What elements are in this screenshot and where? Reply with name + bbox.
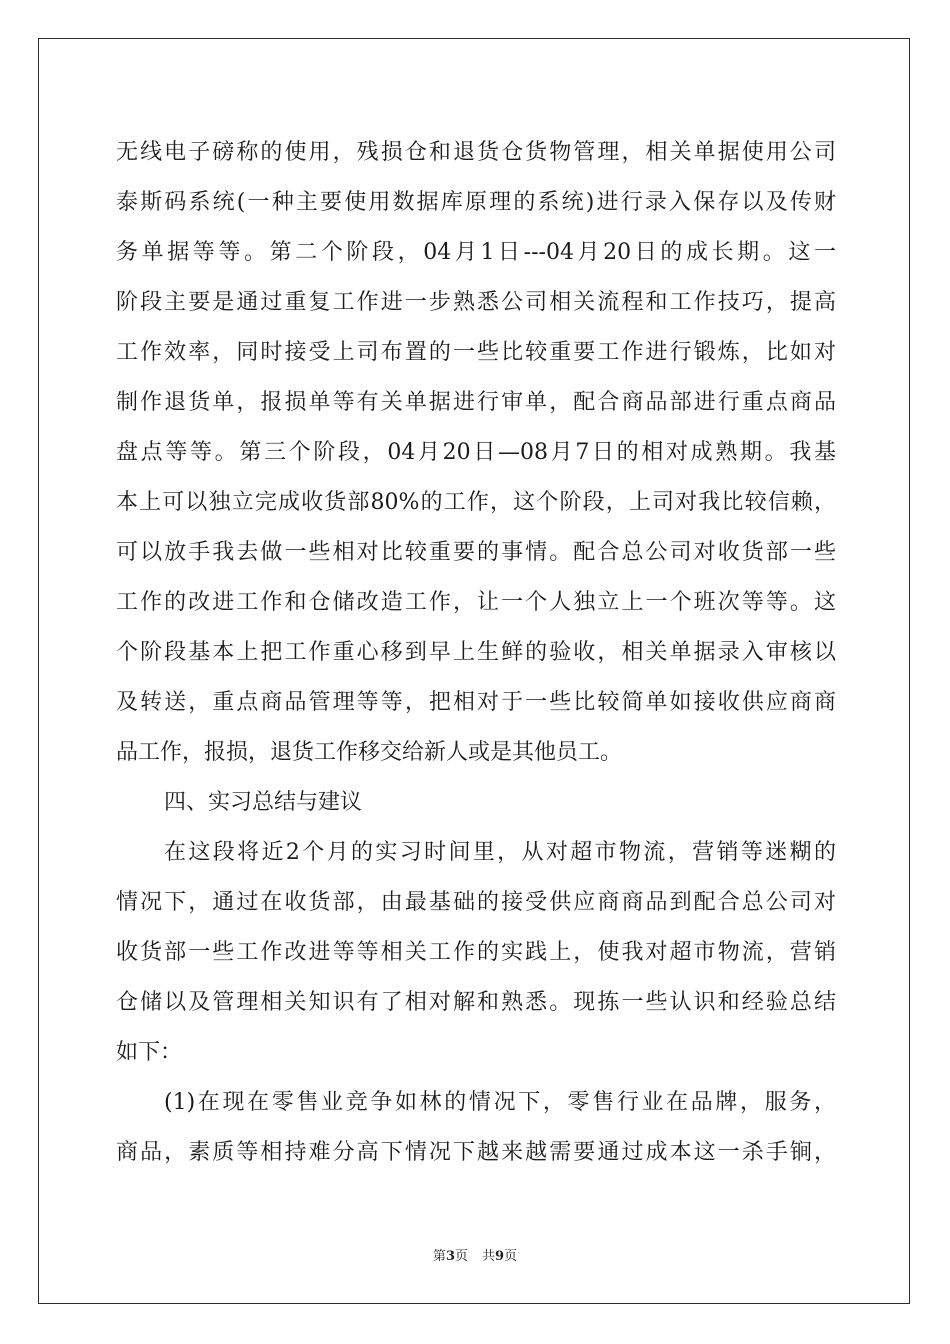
- text-line: 商品，素质等相持难分高下情况下越来越需要通过成本这一杀手锏，: [116, 1140, 836, 1165]
- text-line: 四、实习总结与建议: [164, 790, 363, 815]
- page-footer: [0, 1245, 950, 1264]
- text-line: 在这段将近2个月的实习时间里，从对超市物流，营销等迷糊的: [164, 840, 836, 865]
- total-prefix: 共: [482, 1249, 496, 1264]
- text-line: 制作退货单，报损单等有关单据进行审单，配合商品部进行重点商品: [116, 390, 836, 415]
- text-line: 泰斯码系统(一种主要使用数据库原理的系统)进行录入保存以及传财: [116, 190, 836, 215]
- text-line: 仓储以及管理相关知识有了相对解和熟悉。现拣一些认识和经验总结: [116, 990, 836, 1015]
- total-suffix: 页: [504, 1249, 518, 1264]
- text-line: 务单据等等。第二个阶段，04月1日---04月20日的成长期。这一: [116, 240, 836, 265]
- text-line: 个阶段基本上把工作重心移到早上生鲜的验收，相关单据录入审核以: [116, 640, 836, 665]
- page-suffix: 页: [454, 1249, 468, 1264]
- total-pages: 9: [495, 1249, 505, 1264]
- text-line: 如下：: [116, 1040, 183, 1065]
- text-line: 情况下，通过在收货部，由最基础的接受供应商商品到配合总公司对: [116, 890, 836, 915]
- text-line: 可以放手我去做一些相对比较重要的事情。配合总公司对收货部一些: [116, 540, 836, 565]
- text-line: 阶段主要是通过重复工作进一步熟悉公司相关流程和工作技巧，提高: [116, 290, 836, 315]
- page-number: 3: [445, 1249, 455, 1264]
- text-line: 工作的改进工作和仓储改造工作，让一个人独立上一个班次等等。这: [116, 590, 836, 615]
- text-line: 本上可以独立完成收货部80%的工作，这个阶段，上司对我比较信赖，: [116, 490, 836, 515]
- text-line: (1)在现在零售业竞争如林的情况下，零售行业在品牌，服务，: [164, 1090, 836, 1115]
- page-prefix: 第: [432, 1249, 446, 1264]
- text-line: 无线电子磅称的使用，残损仓和退货仓货物管理，相关单据使用公司: [116, 140, 836, 165]
- text-line: 品工作，报损，退货工作移交给新人或是其他员工。: [116, 740, 623, 765]
- document-body: [116, 128, 836, 1178]
- text-line: 及转送，重点商品管理等等，把相对于一些比较简单如接收供应商商: [116, 690, 836, 715]
- text-line: 工作效率，同时接受上司布置的一些比较重要工作进行锻炼，比如对: [116, 340, 836, 365]
- text-line: 收货部一些工作改进等等相关工作的实践上，使我对超市物流，营销: [116, 940, 836, 965]
- text-line: 盘点等等。第三个阶段，04月20日—08月7日的相对成熟期。我基: [116, 440, 836, 465]
